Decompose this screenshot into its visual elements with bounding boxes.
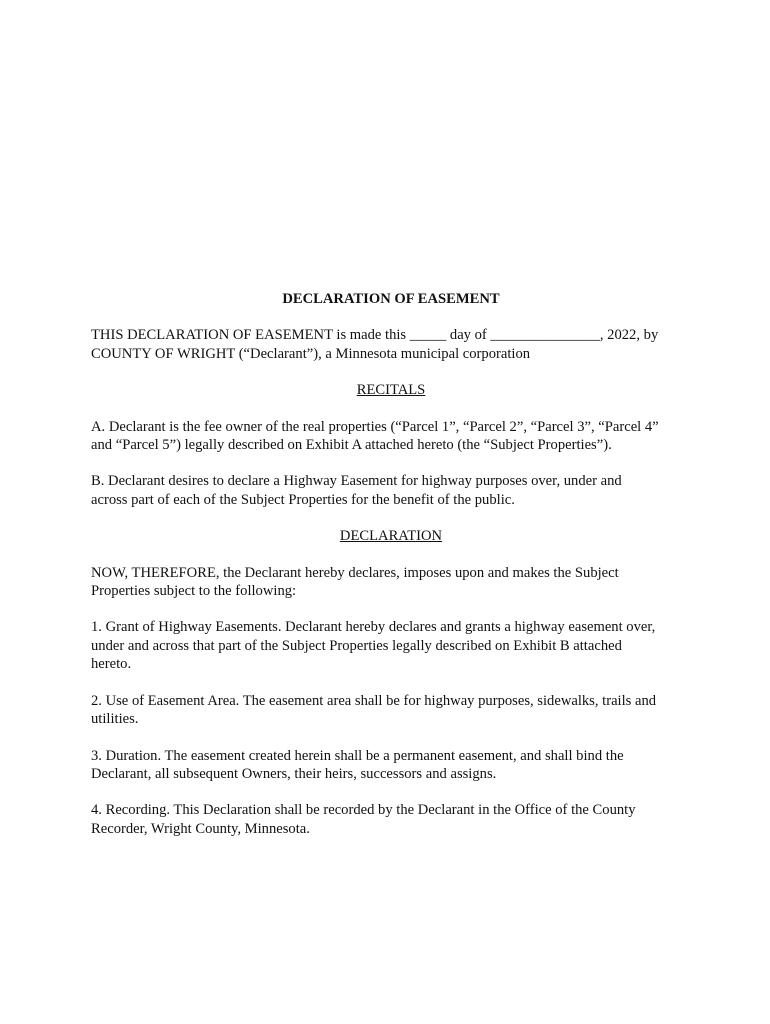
recitals-heading: RECITALS <box>356 382 426 399</box>
document-body <box>91 290 691 856</box>
document-title: DECLARATION OF EASEMENT <box>282 291 500 307</box>
item-3-line: 3. Duration. The easement created herein shall be a permanent easement, and shall bind the <box>91 747 624 764</box>
item-1-line: 1. Grant of Highway Easements. Declarant hereby declares and grants a highway easement over, <box>91 619 656 636</box>
item-4-line: 4. Recording. This Declaration shall be recorded by the Declarant in the Office of the County <box>91 802 636 819</box>
declaration-heading: DECLARATION <box>339 528 443 545</box>
recital-b-paragraph <box>91 472 691 509</box>
recital-b-line: across part of each of the Subject Properties for the benefit of the public. <box>91 491 515 508</box>
item-4-paragraph <box>91 801 691 838</box>
now-therefore-paragraph <box>91 564 691 601</box>
item-1-line: under and across that part of the Subject Properties legally described on Exhibit B attached <box>91 637 622 654</box>
item-3-paragraph <box>91 747 691 784</box>
item-1-line: hereto. <box>91 656 132 673</box>
intro-line: COUNTY OF WRIGHT (“Declarant”), a Minnesota municipal corporation <box>91 345 531 362</box>
item-3-line: Declarant, all subsequent Owners, their heirs, successors and assigns. <box>91 765 497 782</box>
recital-a-line: A. Declarant is the fee owner of the real properties (“Parcel 1”, “Parcel 2”, “Parcel 3”, “Parcel 4” <box>91 418 659 435</box>
now-therefore-line: NOW, THEREFORE, the Declarant hereby declares, imposes upon and makes the Subject <box>91 564 619 581</box>
recital-a-line: and “Parcel 5”) legally described on Exhibit A attached hereto (the “Subject Properties”). <box>91 437 612 454</box>
recital-a-paragraph <box>91 418 691 455</box>
recital-b-line: B. Declarant desires to declare a Highway Easement for highway purposes over, under and <box>91 473 622 490</box>
item-2-line: 2. Use of Easement Area. The easement area shall be for highway purposes, sidewalks, trails and <box>91 692 657 709</box>
intro-line: THIS DECLARATION OF EASEMENT is made this _____ day of _______________, 2022, by <box>91 327 659 344</box>
item-2-line: utilities. <box>91 711 139 728</box>
item-2-paragraph <box>91 692 691 729</box>
intro-paragraph <box>91 326 691 363</box>
item-4-line: Recorder, Wright County, Minnesota. <box>91 820 310 837</box>
now-therefore-line: Properties subject to the following: <box>91 583 297 600</box>
item-1-paragraph <box>91 618 691 673</box>
